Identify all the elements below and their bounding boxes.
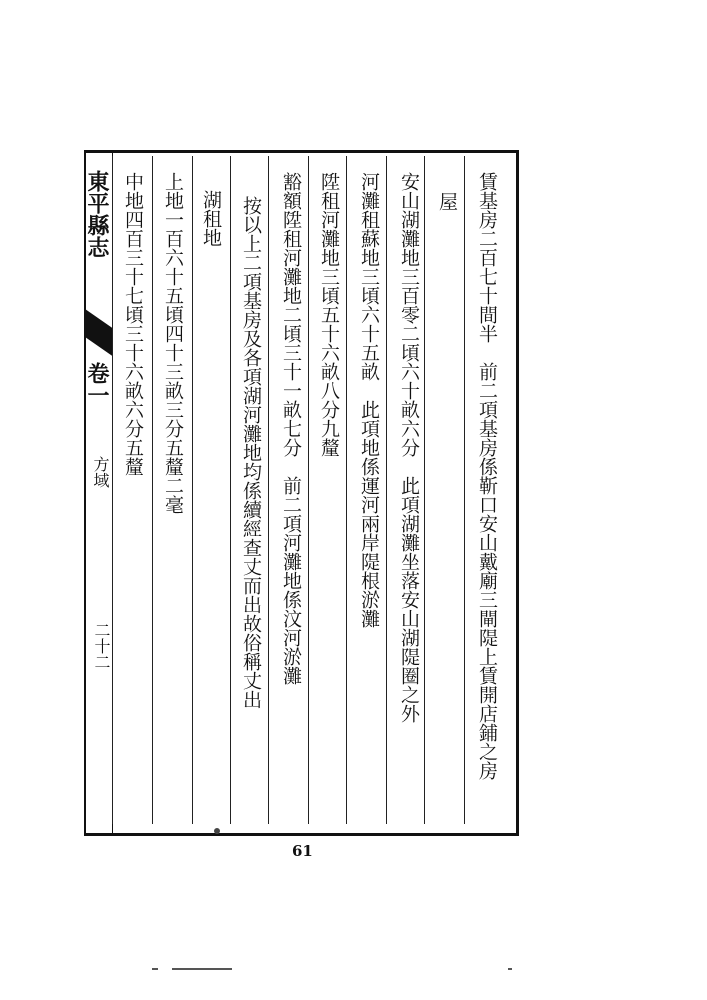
text-column: 安山湖灘地三百零二頃六十畝六分 此項湖灘坐落安山湖隄圈之外 (398, 172, 420, 723)
column-rule (424, 156, 425, 824)
scan-smudge (508, 968, 512, 970)
column-rule (230, 156, 231, 824)
text-column: 中地四百三十七頃三十六畝六分五釐 (122, 172, 144, 476)
scan-smudge (172, 968, 232, 970)
text-column: 湖租地 (200, 190, 222, 247)
leaf-number: 二十二 (92, 622, 111, 670)
column-rule (308, 156, 309, 824)
text-column: 上地一百六十五頃四十三畝三分五釐二毫 (162, 172, 184, 514)
column-rule (464, 156, 465, 824)
text-column: 河灘租蘇地三頃六十五畝 此項地係運河兩岸隄根淤灘 (358, 172, 380, 628)
section-label: 方域 (91, 456, 110, 488)
text-column: 按以上二項基房及各項湖河灘地均係續經查丈而出故俗稱丈出 (240, 196, 262, 709)
column-rule (152, 156, 153, 824)
text-column: 陞租河灘地三頃五十六畝八分九釐 (318, 172, 340, 457)
text-column: 屋 (436, 192, 458, 211)
column-rule (386, 156, 387, 824)
text-column: 豁額陞租河灘地二頃三十一畝七分 前二項河灘地係汶河淤灘 (280, 172, 302, 685)
text-column: 賃基房二百七十間半 前二項基房係靳口安山戴廟三閘隄上賃開店鋪之房 (476, 172, 498, 780)
column-rule (192, 156, 193, 824)
column-rule (112, 156, 113, 824)
column-rule (268, 156, 269, 824)
page-number: 61 (292, 842, 313, 860)
ink-dot (214, 828, 220, 834)
column-rule (346, 156, 347, 824)
book-title: 東平縣志 (84, 170, 110, 258)
volume-label: 卷一 (84, 362, 110, 406)
scan-smudge (152, 968, 158, 970)
